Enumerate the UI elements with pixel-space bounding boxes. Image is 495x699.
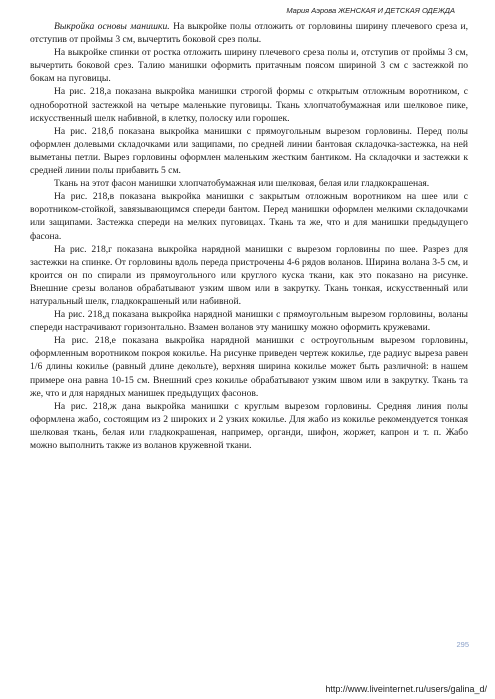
paragraph [30, 177, 468, 190]
running-header: Мария Аэрова ЖЕНСКАЯ И ДЕТСКАЯ ОДЕЖДА [286, 6, 455, 15]
paragraph-text: Ткань на этот фасон манишки хлопчатобумажная или шелковая, белая или гладкокрашеная. [54, 178, 430, 190]
paragraph [30, 400, 468, 452]
paragraph [30, 20, 468, 46]
page-number: 295 [456, 640, 469, 649]
paragraph [30, 243, 468, 308]
paragraph [30, 190, 468, 242]
paragraph [30, 85, 468, 124]
source-url-footer: http://www.liveinternet.ru/users/galina_d/ [325, 684, 487, 694]
paragraph-text: На выкройке спинки от ростка отложить ширину плечевого среза полы и, отступив от проймы 3 см, вычертить боковой срез. Талию манишки оформить притачным поясом шириной 3 см с застежкой по бокам на пуговицы. [30, 47, 468, 85]
paragraph-text: На рис. 218,д показана выкройка нарядной манишки с прямоугольным вырезом горловины, воланы спереди настрачивают горизонтально. Взамен воланов эту манишку можно оформить кружевами. [30, 309, 468, 334]
paragraph-lead: Выкройка основы манишки. [54, 21, 170, 32]
paragraph-text: На выкройке полы отложить от горловины ширину плечевого среза и, отступив от проймы 3 см, вычертить боковой срез полы. [30, 21, 468, 46]
paragraph-text: На рис. 218,а показана выкройка манишки строгой формы с открытым отложным воротником, с одноборотной застежкой на четыре маленькие пуговицы. Ткань хлопчатобумажная или шелковое пике, искусственный шелк набивной, в клетку, полоску или горошек. [30, 86, 468, 124]
paragraph [30, 308, 468, 334]
paragraph-text: На рис. 218,е показана выкройка нарядной манишки с остроугольным вырезом горловины, оформленным воротником покроя кокилье. На рисунке приведен чертеж кокилье, где радиус выреза равен 1/6 длины кокилье (равный длине декольте), верхняя ширина кокилье может быть различной: в нашем примере она равна 10-15 см. Внешний срез кокилье обрабатывают узким швом или в закрутку. Ткань та же, что и для нарядных манишек предыдущих фасонов. [30, 335, 468, 399]
paragraph [30, 46, 468, 85]
paragraph-text: На рис. 218,г показана выкройка нарядной манишки с вырезом горловины по шее. Разрез для застежки на спинке. От горловины вдоль переда пристрочены 4-6 рядов воланов. Ширина волана 3-5 см, и кроится он по спирали из прямоугольного или круглого куска ткани, как это показано на рисунке. Внешние срезы воланов обрабатывают узким швом или в закрутку. Ткань тонкая, искусственный или натуральный шелк, гладкокрашеный или набивной. [30, 243, 468, 307]
paragraph-text: На рис. 218,в показана выкройка манишки с закрытым отложным воротником на шее или с воротником-стойкой, завязывающимся спереди бантом. Перед манишки оформлен мелкими складочками или защипами. Застежка спереди на мелких пуговицах. Ткань та же, что и для манишки предыдущего фасона. [30, 191, 468, 242]
body-text [30, 20, 468, 452]
paragraph [30, 125, 468, 177]
paragraph-text: На рис. 218,ж дана выкройка манишки с круглым вырезом горловины. Средняя линия полы оформлена жабо, состоящим из 2 широких и 2 узких кокилье. Для жабо из кокилье рекомендуется тонкая шелковая ткань, белая или гладкокрашеная, например, органди, шифон, жоржет, капрон и т. п. Жабо можно выполнить также из воланов кружевной ткани. [30, 400, 468, 451]
paragraph [30, 334, 468, 399]
paragraph-text: На рис. 218,б показана выкройка манишки с прямоугольным вырезом горловины. Перед полы оформлен долевыми складочками или защипами, по средней линии бантовая складочка-застежка, на ней выметаны петли. Вырез горловины оформлен маленьким жестким бантиком. На складочки и застежки к средней линии полы прибавить 5 см. [30, 125, 468, 177]
